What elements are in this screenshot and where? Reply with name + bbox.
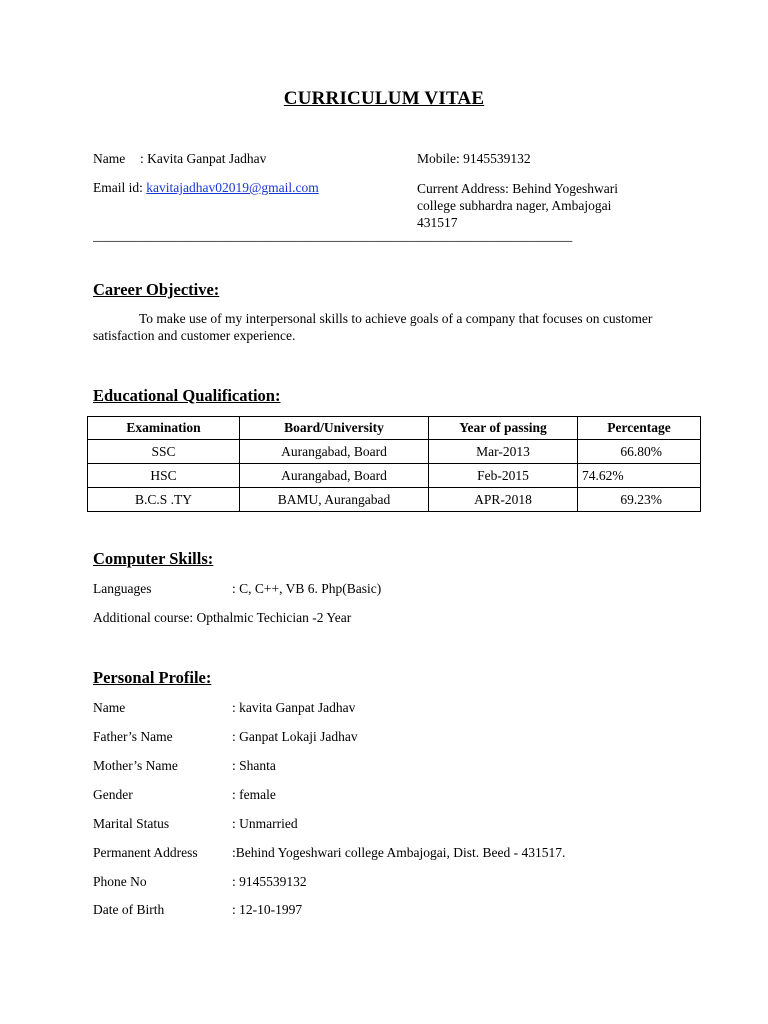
address-line-2: college subhardra nager, Ambajogai xyxy=(417,198,612,213)
column-header: Percentage xyxy=(578,417,701,440)
email-row xyxy=(93,180,319,196)
mobile-value: 9145539132 xyxy=(463,151,531,166)
table-cell: APR-2018 xyxy=(429,488,578,512)
languages-label: Languages xyxy=(93,581,152,596)
education-table xyxy=(87,416,701,512)
column-header: Year of passing xyxy=(429,417,578,440)
column-header: Examination xyxy=(88,417,240,440)
current-address xyxy=(417,180,618,231)
table-cell: HSC xyxy=(88,464,240,488)
profile-label: Marital Status xyxy=(93,816,170,831)
page-title: CURRICULUM VITAE xyxy=(283,88,485,109)
profile-label: Phone No xyxy=(93,874,147,889)
profile-value: : female xyxy=(232,787,276,802)
mobile-row xyxy=(417,151,531,167)
profile-label: Name xyxy=(93,700,126,715)
profile-value: : Shanta xyxy=(232,758,276,773)
email-link[interactable]: kavitajadhav02019@gmail.com xyxy=(146,180,319,195)
languages-value: : C, C++, VB 6. Php(Basic) xyxy=(232,581,382,596)
profile-label: Father’s Name xyxy=(93,729,173,744)
table-cell: Aurangabad, Board xyxy=(240,464,429,488)
profile-label: Mother’s Name xyxy=(93,758,178,773)
table-row xyxy=(88,464,701,488)
column-header: Board/University xyxy=(240,417,429,440)
name-value: : Kavita Ganpat Jadhav xyxy=(139,151,267,166)
profile-label: Permanent Address xyxy=(93,845,198,860)
mobile-label: Mobile: xyxy=(417,151,460,166)
address-line-3: 431517 xyxy=(417,215,458,230)
table-row xyxy=(88,488,701,512)
table-cell: 69.23% xyxy=(578,488,701,512)
table-header-row xyxy=(88,417,701,440)
table-cell: 66.80% xyxy=(578,440,701,464)
table-cell: SSC xyxy=(88,440,240,464)
table-cell: Feb-2015 xyxy=(429,464,578,488)
personal-profile-heading: Personal Profile: xyxy=(93,668,212,687)
email-label: Email id: xyxy=(93,180,143,195)
profile-label: Date of Birth xyxy=(93,902,165,917)
computer-skills-heading: Computer Skills: xyxy=(93,549,214,568)
table-cell: 74.62% xyxy=(578,464,701,488)
career-objective-heading: Career Objective: xyxy=(93,280,220,299)
profile-value: : Ganpat Lokaji Jadhav xyxy=(232,729,358,744)
name-label: Name xyxy=(93,151,126,166)
career-objective-text: To make use of my interpersonal skills to achieve goals of a company that focuses on customer satisfaction and customer experience. xyxy=(93,311,653,343)
table-row xyxy=(88,440,701,464)
table-cell: Mar-2013 xyxy=(429,440,578,464)
address-line-1: Current Address: Behind Yogeshwari xyxy=(417,181,618,196)
profile-value: :Behind Yogeshwari college Ambajogai, Dist. Beed - 431517. xyxy=(232,845,566,860)
profile-value: : 12-10-1997 xyxy=(232,902,303,917)
table-cell: BAMU, Aurangabad xyxy=(240,488,429,512)
education-heading: Educational Qualification: xyxy=(93,386,281,405)
table-cell: B.C.S .TY xyxy=(88,488,240,512)
profile-label: Gender xyxy=(93,787,133,802)
header-divider: _______________________________________________________________________ xyxy=(93,228,573,243)
table-cell: Aurangabad, Board xyxy=(240,440,429,464)
additional-course: Additional course: Opthalmic Techician -2 Year xyxy=(93,610,352,625)
profile-value: : kavita Ganpat Jadhav xyxy=(232,700,356,715)
profile-value: : 9145539132 xyxy=(232,874,307,889)
name-row xyxy=(93,151,266,167)
profile-value: : Unmarried xyxy=(232,816,298,831)
